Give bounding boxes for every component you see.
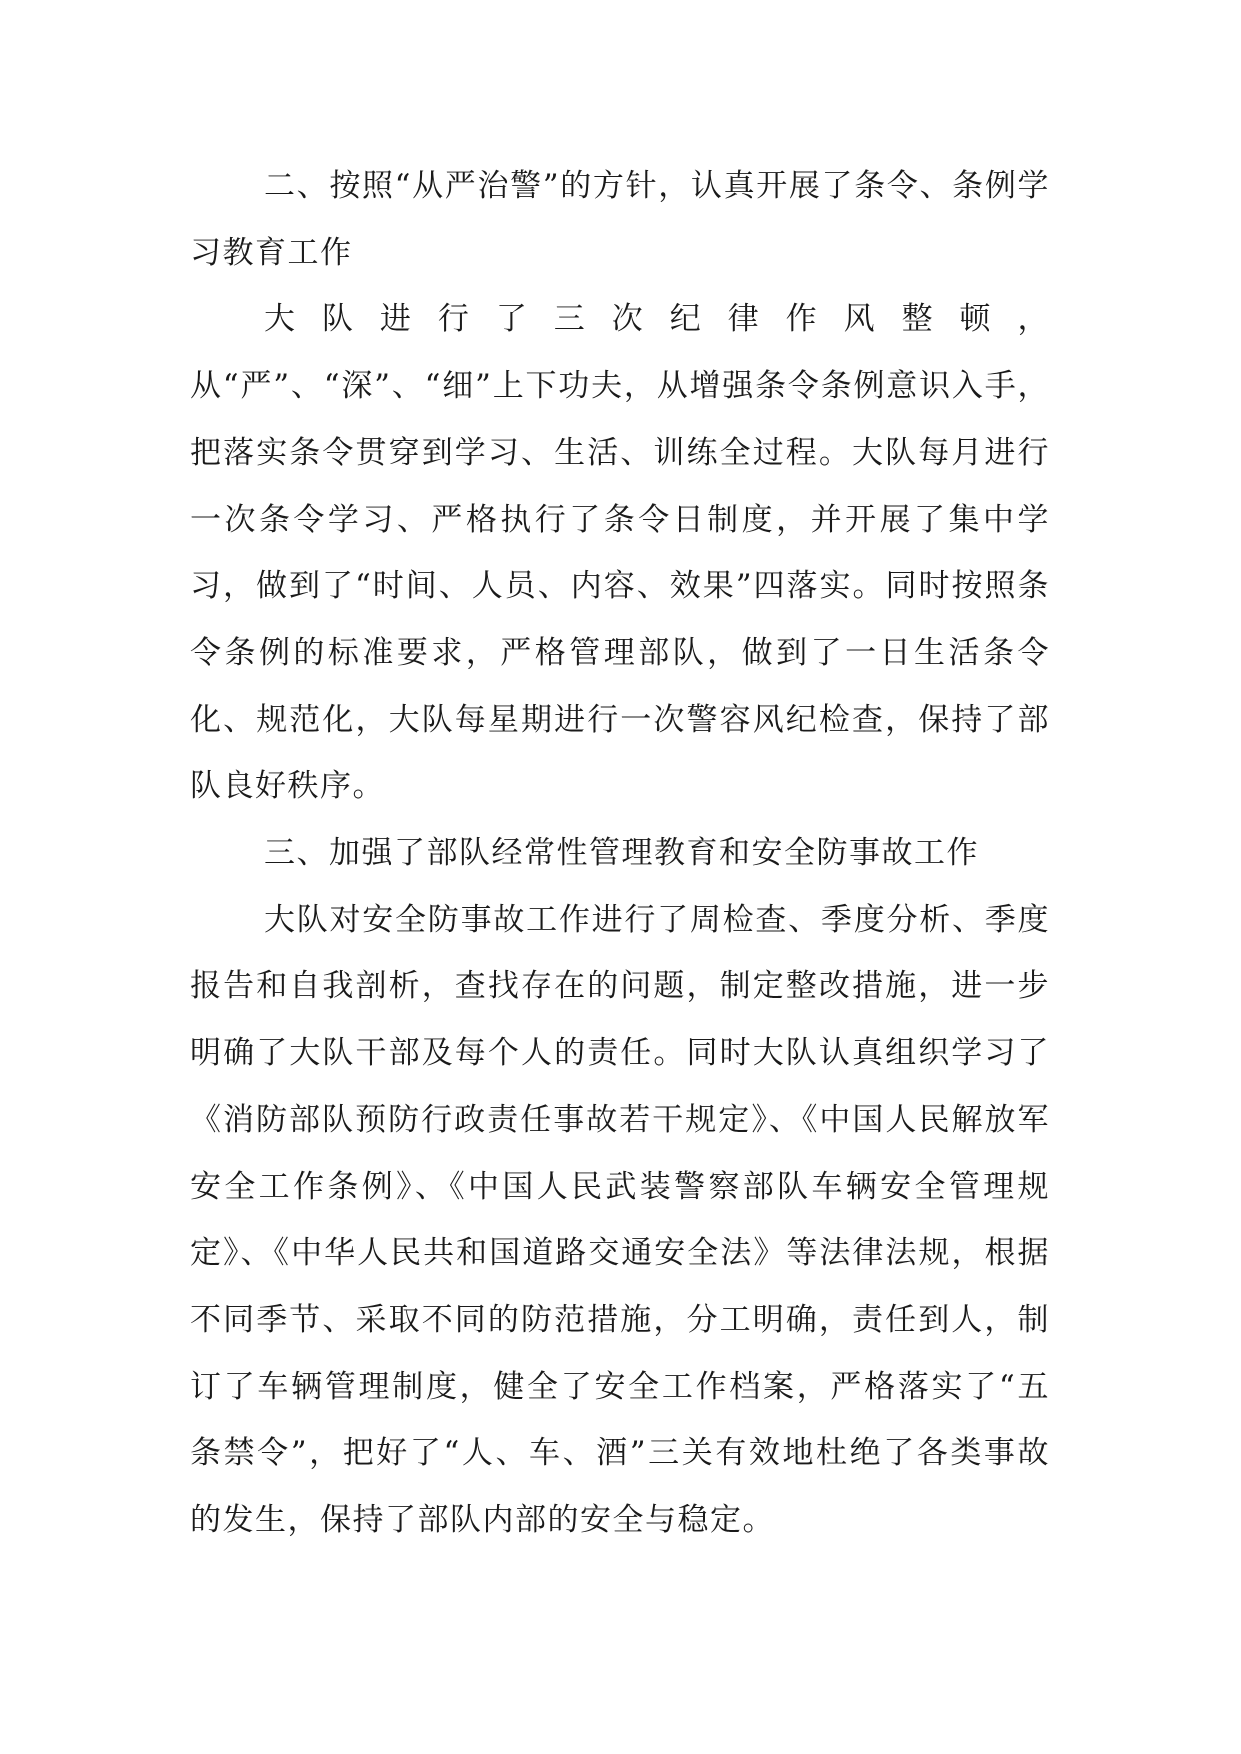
section-heading-3: 三、加强了部队经常性管理教育和安全防事故工作 <box>264 835 979 872</box>
body-paragraph-discipline: 大队进行了三次纪律作风整顿，从“严”、“深”、“细”上下功夫，从增强条令条例意识入手，把落实条令贯穿到学习、生活、训练全过程。大队每月进行一次条令学习、严格执行了条令日制度，并开展了集中学习，做到了“时间、人员、内容、效果”四落实。同时按照条令条例的标准要求，严格管理部队，做到了一日生活条令化、规范化，大队每星期进行一次警容风纪检查，保持了部队良好秩序。 <box>190 301 1050 805</box>
section-heading-2: 二、按照“从严治警”的方针，认真开展了条令、条例学习教育工作 <box>190 168 1050 271</box>
document-body <box>190 153 1050 1554</box>
body-paragraph-safety: 大队对安全防事故工作进行了周检查、季度分析、季度报告和自我剖析，查找存在的问题，制定整改措施，进一步明确了大队干部及每个人的责任。同时大队认真组织学习了《消防部队预防行政责任事故若干规定》、《中国人民解放军安全工作条例》、《中国人民武装警察部队车辆安全管理规定》、《中华人民共和国道路交通安全法》等法律法规，根据不同季节、采取不同的防范措施，分工明确，责任到人，制订了车辆管理制度，健全了安全工作档案，严格落实了“五条禁令”，把好了“人、车、酒”三关有效地杜绝了各类事故的发生，保持了部队内部的安全与稳定。 <box>190 901 1050 1539</box>
